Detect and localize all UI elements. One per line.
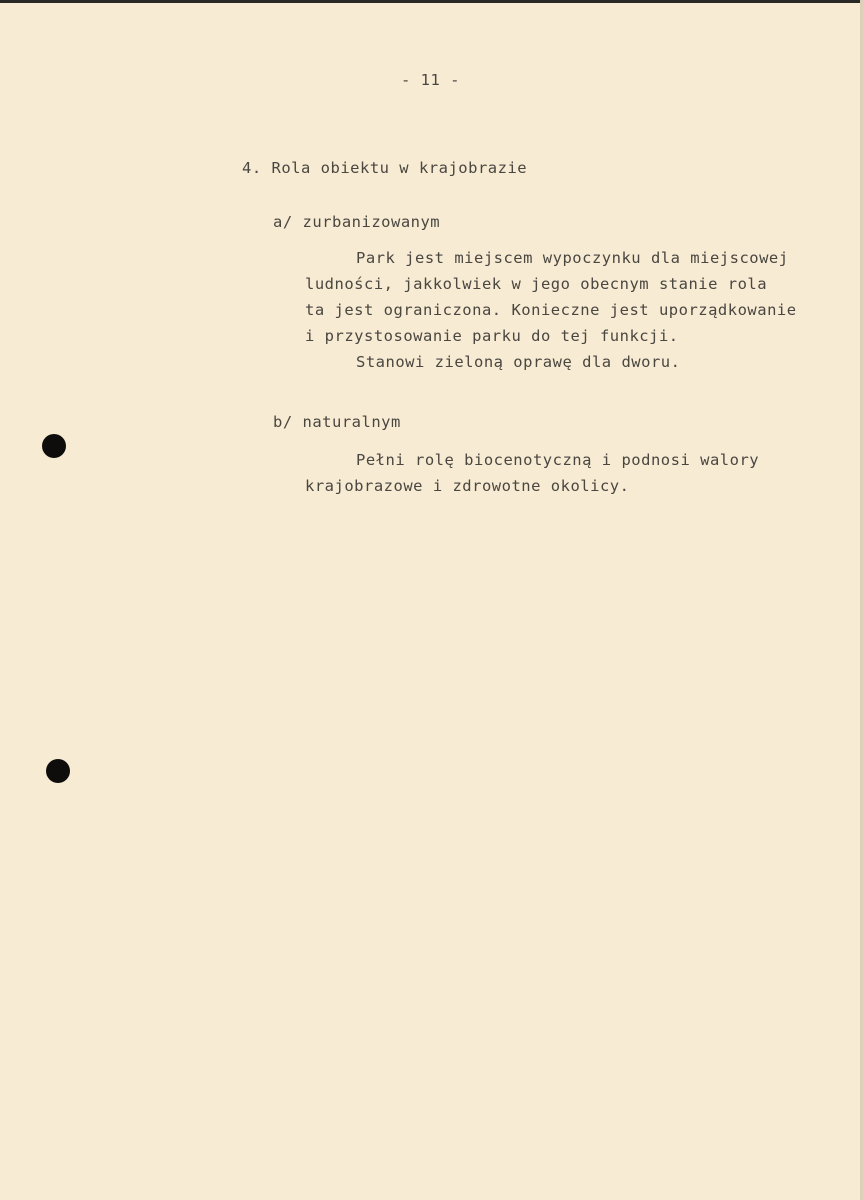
subsection-b-label: b/ naturalnym xyxy=(273,413,401,431)
section-heading: 4. Rola obiektu w krajobrazie xyxy=(242,159,528,177)
text-line: ludności, jakkolwiek w jego obecnym stanie rola xyxy=(305,275,768,293)
text-line: Stanowi zieloną oprawę dla dworu. xyxy=(356,353,681,371)
text-line: ta jest ograniczona. Konieczne jest uporządkowanie xyxy=(305,301,797,319)
subsection-b-paragraph xyxy=(305,447,759,499)
page-number: - 11 - xyxy=(401,71,460,89)
subsection-a-label: a/ zurbanizowanym xyxy=(273,213,441,231)
text-line: Pełni rolę biocenotyczną i podnosi walory xyxy=(356,451,760,469)
text-line: Park jest miejscem wypoczynku dla miejscowej xyxy=(356,249,789,267)
text-line: krajobrazowe i zdrowotne okolicy. xyxy=(305,477,630,495)
scan-edge-top xyxy=(0,0,863,3)
text-line: i przystosowanie parku do tej funkcji. xyxy=(305,327,679,345)
punch-hole-top xyxy=(42,434,66,458)
punch-hole-bottom xyxy=(46,759,70,783)
subsection-a-paragraph xyxy=(305,245,797,375)
